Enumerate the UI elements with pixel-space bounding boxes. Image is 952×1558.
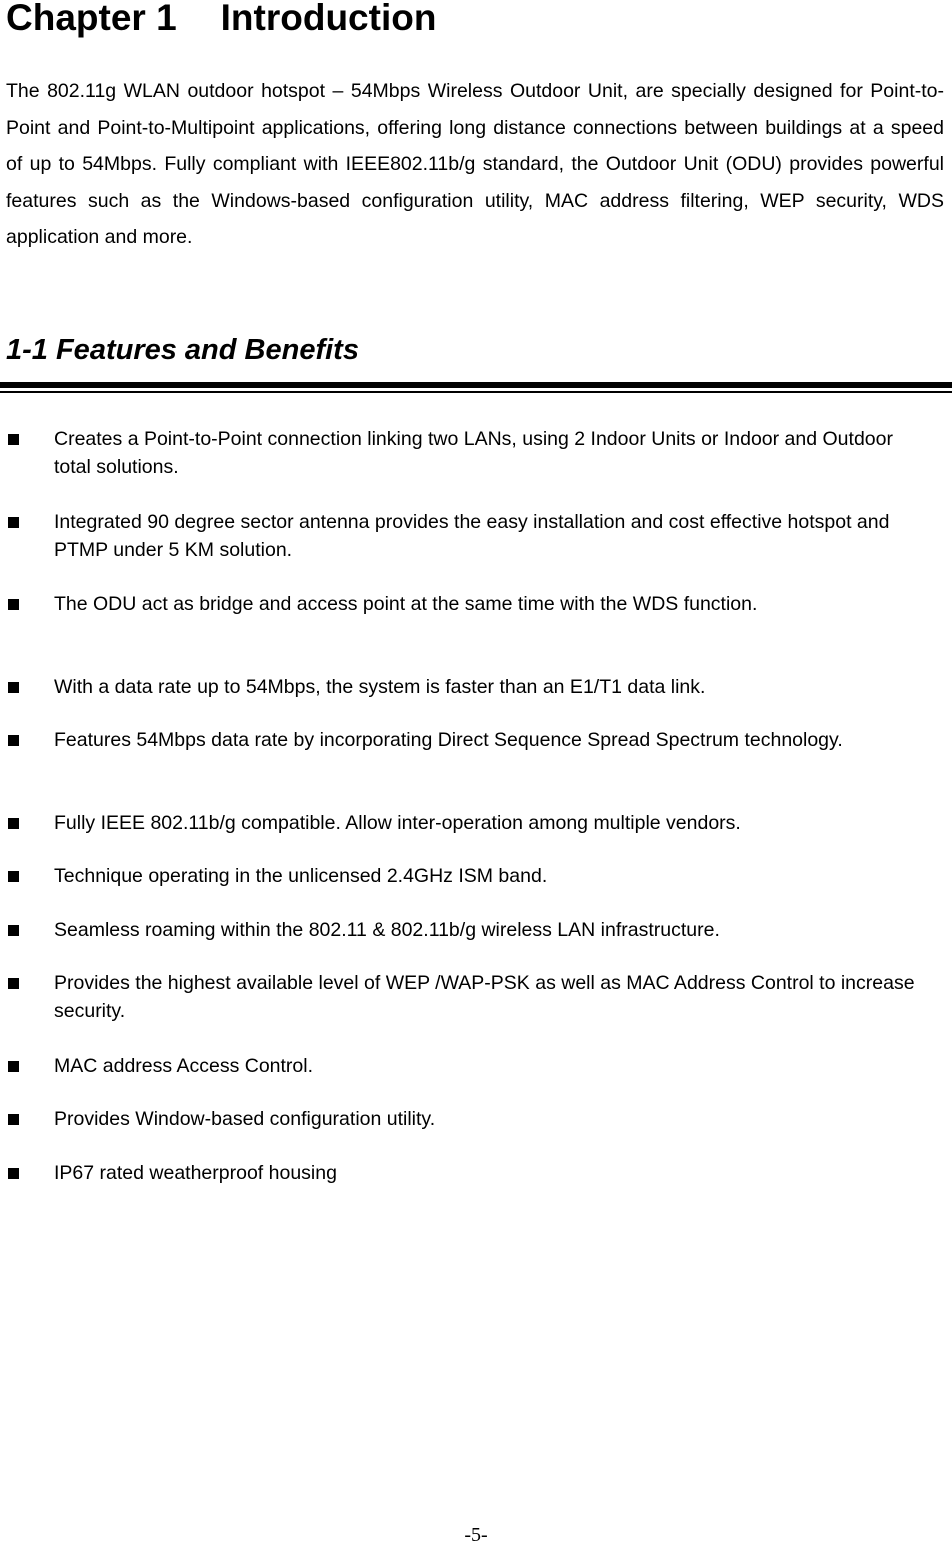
chapter-name: Introduction	[220, 0, 437, 38]
feature-text: The ODU act as bridge and access point at the same time with the WDS function.	[54, 593, 758, 615]
feature-text: With a data rate up to 54Mbps, the system is faster than an E1/T1 data link.	[54, 676, 706, 698]
chapter-number: Chapter 1	[6, 0, 177, 38]
section-divider-thick	[0, 382, 952, 388]
section-title: 1-1 Features and Benefits	[6, 334, 359, 366]
intro-paragraph: The 802.11g WLAN outdoor hotspot – 54Mbps Wireless Outdoor Unit, are specially designed for Point-to-Point and Point-to-Multipoint applications, offering long distance connections between buildings at a speed of up to 54Mbps. Fully compliant with IEEE802.11b/g standard, the Outdoor Unit (ODU) provides powerful features such as the Windows-based configuration utility, MAC address filtering, WEP security, WDS application and more.	[6, 80, 944, 248]
chapter-title	[6, 0, 436, 42]
square-bullet-icon	[8, 517, 19, 528]
square-bullet-icon	[8, 871, 19, 882]
square-bullet-icon	[8, 1114, 19, 1125]
feature-text: Fully IEEE 802.11b/g compatible. Allow inter-operation among multiple vendors.	[54, 812, 741, 834]
square-bullet-icon	[8, 818, 19, 829]
square-bullet-icon	[8, 978, 19, 989]
square-bullet-icon	[8, 599, 19, 610]
feature-text: MAC address Access Control.	[54, 1055, 314, 1077]
square-bullet-icon	[8, 735, 19, 746]
square-bullet-icon	[8, 682, 19, 693]
feature-text: Integrated 90 degree sector antenna provides the easy installation and cost effective hotspot and PTMP under 5 KM solution.	[54, 511, 890, 561]
square-bullet-icon	[8, 925, 19, 936]
square-bullet-icon	[8, 434, 19, 445]
page-number: -5-	[464, 1524, 488, 1546]
feature-text: Provides Window-based configuration utility.	[54, 1108, 436, 1130]
square-bullet-icon	[8, 1168, 19, 1179]
section-divider-thin	[0, 391, 952, 393]
square-bullet-icon	[8, 1061, 19, 1072]
feature-text: Seamless roaming within the 802.11 & 802.11b/g wireless LAN infrastructure.	[54, 919, 720, 941]
feature-text: Features 54Mbps data rate by incorporating Direct Sequence Spread Spectrum technology.	[54, 729, 843, 751]
feature-text: Provides the highest available level of WEP /WAP-PSK as well as MAC Address Control to increase security.	[54, 972, 915, 1022]
feature-text: Technique operating in the unlicensed 2.4GHz ISM band.	[54, 865, 548, 887]
feature-text: Creates a Point-to-Point connection linking two LANs, using 2 Indoor Units or Indoor and Outdoor total solutions.	[54, 428, 893, 478]
feature-text: IP67 rated weatherproof housing	[54, 1162, 337, 1184]
